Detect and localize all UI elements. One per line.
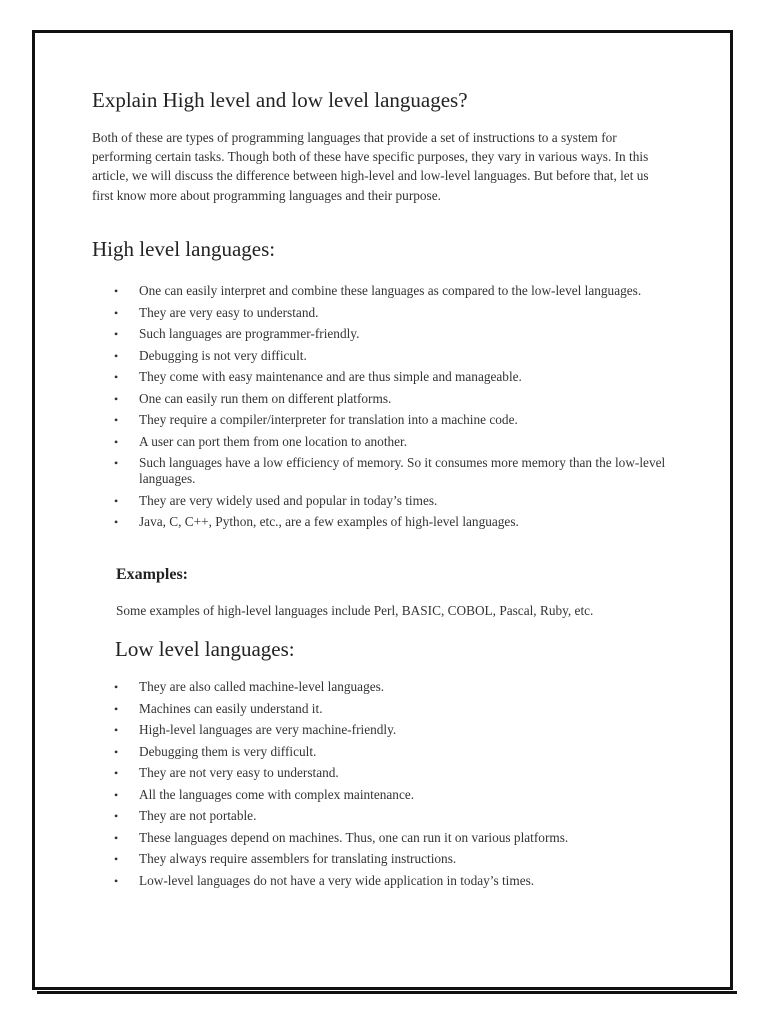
low-level-heading: Low level languages: [115, 637, 295, 661]
list-item: • One can easily interpret and combine these languages as compared to the low-level languages. [112, 283, 682, 299]
list-item: • One can easily run them on different platforms. [112, 391, 682, 407]
list-item: • They always require assemblers for translating instructions. [112, 851, 682, 867]
examples-paragraph: Some examples of high-level languages include Perl, BASIC, COBOL, Pascal, Ruby, etc. [116, 603, 594, 618]
list-item: • Java, C, C++, Python, etc., are a few examples of high-level languages. [112, 514, 682, 530]
list-item: • Such languages are programmer-friendly. [112, 326, 682, 342]
list-item: • High-level languages are very machine-friendly. [112, 722, 682, 738]
list-item: • They come with easy maintenance and are thus simple and manageable. [112, 369, 682, 385]
list-item: • A user can port them from one location to another. [112, 434, 682, 450]
list-item: • All the languages come with complex maintenance. [112, 787, 682, 803]
list-item: • Such languages have a low efficiency of memory. So it consumes more memory than the low-level languages. [112, 455, 682, 488]
intro-paragraph: Both of these are types of programming languages that provide a set of instructions to a system for performing certain tasks. Though both of these have specific purposes, they vary in various ways. In this article, we will discuss the difference between high-level and low-level languages. But before that, let us first know more about programming languages and their purpose. [92, 130, 649, 203]
high-level-heading: High level languages: [92, 237, 276, 261]
document-title: Explain High level and low level languages? [92, 88, 468, 112]
list-item: • They are very widely used and popular in today’s times. [112, 493, 682, 509]
high-level-list [112, 283, 682, 536]
list-item: • Machines can easily understand it. [112, 701, 682, 717]
examples-heading: Examples: [116, 566, 188, 583]
list-item: • Debugging them is very difficult. [112, 744, 682, 760]
list-item: • These languages depend on machines. Thus, one can run it on various platforms. [112, 830, 682, 846]
list-item: • They are very easy to understand. [112, 305, 682, 321]
list-item: • They are not portable. [112, 808, 682, 824]
list-item: • They are not very easy to understand. [112, 765, 682, 781]
list-item: • They require a compiler/interpreter for translation into a machine code. [112, 412, 682, 428]
list-item: • They are also called machine-level languages. [112, 679, 682, 695]
list-item: • Low-level languages do not have a very wide application in today’s times. [112, 873, 682, 889]
low-level-list [112, 679, 682, 894]
list-item: • Debugging is not very difficult. [112, 348, 682, 364]
